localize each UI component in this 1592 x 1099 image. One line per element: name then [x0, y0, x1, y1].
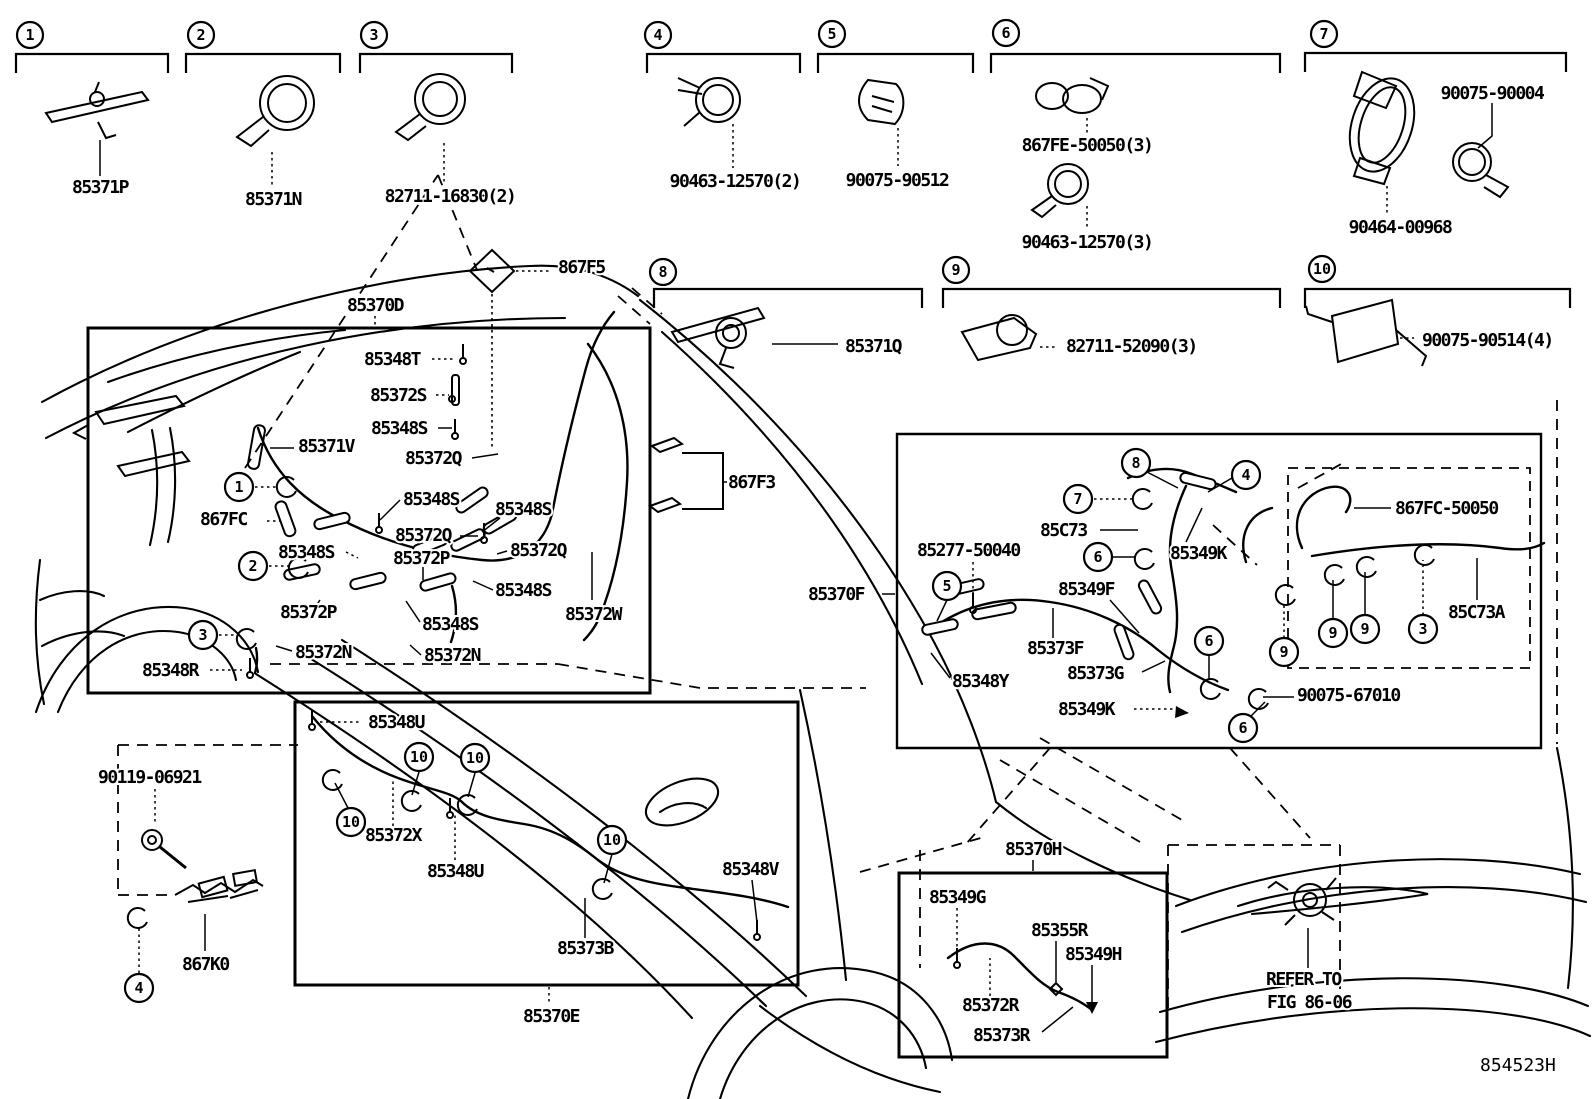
part-label: 85372S [370, 385, 427, 406]
callout-group-3 [360, 22, 515, 207]
callout-part-label: 90463-12570(3) [1021, 232, 1153, 253]
callout-group-6 [991, 20, 1280, 253]
callout-group-10 [1305, 256, 1570, 351]
ref-circle-3 [1409, 615, 1437, 643]
callout-number: 7 [1319, 25, 1329, 43]
part-label: 85355R [1031, 920, 1088, 941]
car-body-line-art [36, 266, 1590, 1099]
ref-circle-10 [461, 744, 489, 772]
part-label: 85372X [365, 825, 422, 846]
callout-layer [16, 20, 1570, 357]
callout-number: 7 [1073, 490, 1083, 508]
ref-circle-4 [1232, 461, 1260, 489]
callout-number: 5 [942, 577, 952, 595]
867f3-clip-lower [650, 498, 680, 512]
part-label: 867FC [200, 509, 247, 530]
part-label: 85370H [1005, 839, 1062, 860]
part-label: 85349K [1170, 543, 1227, 564]
part-label: 85C73 [1040, 520, 1087, 541]
part-label: 90075-67010 [1297, 685, 1400, 706]
part-label: 85371V [298, 436, 355, 457]
callout-bracket [818, 54, 973, 73]
ref-circle-9 [1319, 619, 1347, 647]
cable-tie-icon-7b [1453, 143, 1508, 197]
callout-number: 2 [196, 26, 206, 44]
callout-bracket [647, 54, 800, 73]
callout-number: 6 [1238, 719, 1248, 737]
callout-bracket [360, 54, 512, 73]
part-label: 867F5 [558, 257, 605, 278]
callout-number: 1 [25, 26, 35, 44]
part-label: 85348U [427, 861, 484, 882]
callout-group-7 [1305, 21, 1566, 238]
ring-clamp-icon-3 [396, 74, 465, 140]
ref-circle-1 [225, 473, 253, 501]
part-label: 85372Q [405, 448, 462, 469]
ring-clamp-icon-2 [237, 76, 314, 146]
part-label: 85349G [929, 887, 986, 908]
callout-number: 2 [248, 557, 258, 575]
callout-group-1 [16, 22, 168, 198]
part-label: 85373R [973, 1025, 1030, 1046]
callout-part-label: 90464-00968 [1348, 217, 1452, 238]
ref-circle-10 [598, 826, 626, 854]
refer-note-line2: FIG 86-06 [1267, 992, 1352, 1013]
callout-number: 9 [1279, 643, 1289, 661]
callout-number: 4 [134, 979, 144, 997]
circle-marker-layer [125, 449, 1437, 1002]
callout-number: 10 [465, 749, 485, 767]
ref-circle-2 [239, 552, 267, 580]
door-handle-outline [639, 769, 724, 835]
part-label: 85348U [368, 712, 425, 733]
part-label: 85373B [557, 938, 614, 959]
ref-circle-5 [933, 572, 961, 600]
part-label: 85349H [1065, 944, 1122, 965]
metal-clip-icon-5 [859, 80, 903, 124]
part-label: 85372P [280, 602, 337, 623]
part-label: 85348V [722, 859, 779, 880]
drawing-number: 854523H [1480, 1055, 1556, 1076]
callout-part-label: 85371P [71, 177, 129, 198]
part-label: 85348S [495, 499, 552, 520]
part-label: 85373G [1067, 663, 1124, 684]
ref-circle-9 [1270, 638, 1298, 666]
callout-bracket [16, 54, 168, 73]
callout-part-label: 85371N [244, 189, 302, 210]
part-label: 85348R [142, 660, 199, 681]
part-label: 85370E [523, 1006, 580, 1027]
callout-group-4 [645, 22, 800, 192]
clip-icon-9 [962, 315, 1036, 360]
callout-bracket [943, 289, 1280, 308]
detail-box-rear [897, 434, 1541, 748]
ref-circle-6 [1229, 714, 1257, 742]
callout-number: 4 [653, 26, 663, 44]
part-label: 85348S [278, 542, 335, 563]
callout-number: 9 [951, 261, 961, 279]
ref-circle-8 [1122, 449, 1150, 477]
callout-number: 6 [1001, 24, 1011, 42]
part-label: 85348Y [952, 671, 1009, 692]
callout-number: 10 [1312, 260, 1332, 278]
callout-part-label: 82711-16830(2) [384, 186, 516, 207]
callout-number: 10 [409, 748, 429, 766]
part-label: 85370F [808, 584, 865, 605]
part-label: 85373F [1027, 638, 1084, 659]
part-label: 85349F [1058, 579, 1115, 600]
callout-bracket [186, 54, 340, 73]
callout-number: 3 [1418, 620, 1428, 638]
clamp-icon-6 [1036, 78, 1108, 113]
rear-latch-icon [1268, 878, 1336, 925]
callout-bracket [1305, 289, 1570, 308]
part-label: 85372Q [510, 540, 567, 561]
clip-icon-1 [46, 82, 148, 138]
part-label: 85348S [403, 489, 460, 510]
ref-circle-7 [1064, 485, 1092, 513]
callout-number: 6 [1204, 632, 1214, 650]
part-label: 867FC-50050 [1395, 498, 1498, 519]
part-label: 85372N [295, 642, 352, 663]
ref-circle-6 [1195, 627, 1223, 655]
867f3-bracket [682, 453, 723, 509]
ref-circle-10 [337, 808, 365, 836]
part-label: 867K0 [182, 954, 229, 975]
867k0-assembly-icon [175, 870, 263, 902]
refer-note-line1: REFER TO [1266, 969, 1341, 990]
cable-tie-icon-4 [678, 78, 740, 126]
part-label: 85372W [565, 604, 622, 625]
callout-number: 9 [1328, 624, 1338, 642]
part-label: 85370D [346, 295, 404, 316]
callout-part-label: 85371Q [845, 336, 902, 357]
ref-circle-6 [1084, 543, 1112, 571]
part-label: 85348S [422, 614, 479, 635]
callout-bracket [991, 54, 1280, 73]
callout-number: 3 [198, 626, 208, 644]
clamp-icon-7 [1339, 70, 1426, 184]
part-label: 90119-06921 [98, 767, 201, 788]
callout-bracket [1305, 53, 1566, 72]
callout-number: 10 [341, 813, 361, 831]
callout-number: 10 [602, 831, 622, 849]
part-label: 85348S [371, 418, 428, 439]
callout-number: 6 [1093, 548, 1103, 566]
callout-group-5 [818, 21, 973, 191]
ref-circle-10 [405, 743, 433, 771]
cable-tie-icon-6b [1032, 164, 1088, 217]
callout-number: 5 [827, 25, 837, 43]
part-label: 85348S [495, 580, 552, 601]
callout-group-9 [943, 257, 1280, 357]
part-label: 85349K [1058, 699, 1115, 720]
callout-bracket [654, 289, 922, 308]
callout-part-label: 867FE-50050(3) [1021, 135, 1153, 156]
ref-circle-4 [125, 974, 153, 1002]
ref-circle-3 [189, 621, 217, 649]
callout-part-label: 90075-90512 [845, 170, 949, 191]
part-label: 85372P [393, 548, 450, 569]
callout-number: 8 [658, 263, 668, 281]
callout-number: 3 [369, 26, 379, 44]
pad-icon-10 [1306, 300, 1426, 366]
part-label: 85348T [364, 349, 421, 370]
callout-part-label: 90075-90004 [1440, 83, 1544, 104]
part-label: 85277-50040 [917, 540, 1020, 561]
part-label: 867F3 [728, 472, 775, 493]
callout-part-label: 82711-52090(3) [1066, 336, 1197, 357]
callout-number: 9 [1360, 620, 1370, 638]
callout-number: 1 [234, 478, 244, 496]
part-label: 85372R [962, 995, 1019, 1016]
callout-part-label: 90075-90514(4) [1422, 330, 1553, 351]
part-label: 85372N [424, 645, 481, 666]
bolt-icon [142, 830, 186, 868]
callout-part-label: 90463-12570(2) [669, 171, 801, 192]
ref-circle-9 [1351, 615, 1379, 643]
867f3-clip-upper [652, 438, 682, 452]
callout-number: 8 [1131, 454, 1141, 472]
part-label: 85372Q [395, 525, 452, 546]
part-label: 85C73A [1448, 602, 1505, 623]
callout-number: 4 [1241, 466, 1251, 484]
